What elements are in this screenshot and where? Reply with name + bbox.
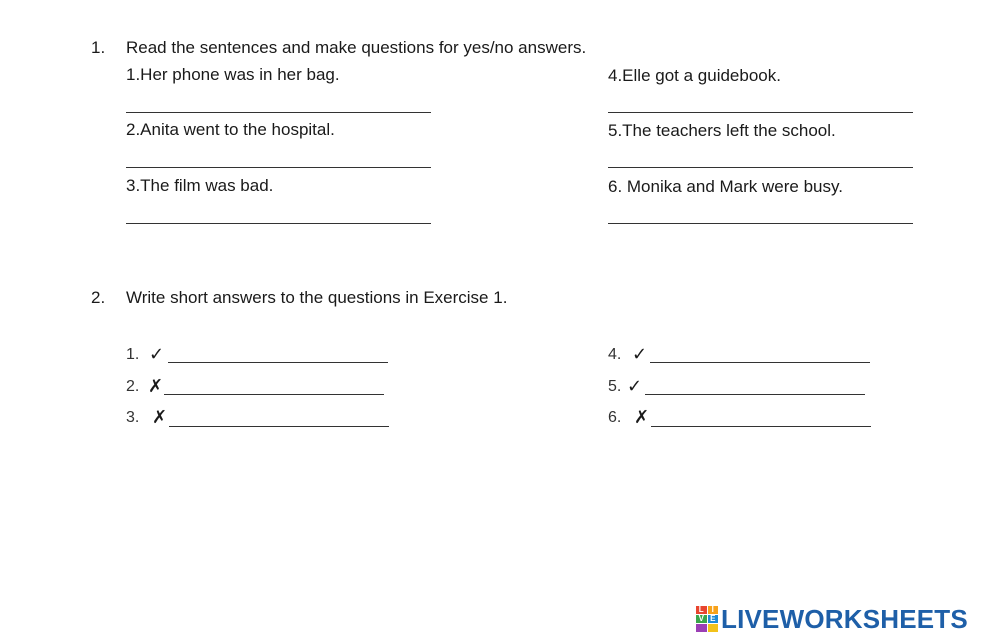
short-answer-num-4: 4.: [608, 346, 622, 363]
answer-line-2[interactable]: [126, 167, 431, 168]
answer-line-3[interactable]: [126, 223, 431, 224]
short-answer-line-4[interactable]: [650, 362, 870, 363]
short-answer-num-1: 1.: [126, 346, 140, 363]
logo-blocks-icon: [696, 606, 718, 632]
cross-icon: ✗: [634, 407, 650, 427]
answer-line-4[interactable]: [608, 112, 913, 113]
logo-text: LIVEWORKSHEETS: [721, 603, 968, 634]
exercise1-instruction: Read the sentences and make questions for yes/no answers.: [126, 38, 587, 57]
short-answer-num-5: 5.: [608, 378, 622, 395]
check-icon: ✓: [149, 344, 165, 364]
logo-block: V: [696, 615, 707, 623]
logo-block: I: [708, 606, 719, 614]
exercise1-number: 1.: [91, 38, 106, 57]
exercise2-instruction: Write short answers to the questions in Exercise 1.: [126, 288, 508, 307]
check-icon: ✓: [627, 376, 643, 396]
sentence-1: 1.Her phone was in her bag.: [126, 65, 340, 84]
short-answer-line-1[interactable]: [168, 362, 388, 363]
logo-block: [696, 624, 707, 632]
sentence-6: 6. Monika and Mark were busy.: [608, 177, 843, 196]
cross-icon: ✗: [152, 407, 168, 427]
short-answer-num-6: 6.: [608, 409, 622, 426]
short-answer-line-3[interactable]: [169, 426, 389, 427]
check-icon: ✓: [632, 344, 648, 364]
liveworksheets-logo: [696, 604, 968, 634]
short-answer-line-6[interactable]: [651, 426, 871, 427]
sentence-3: 3.The film was bad.: [126, 176, 274, 195]
sentence-5: 5.The teachers left the school.: [608, 121, 836, 140]
logo-block: E: [708, 615, 719, 623]
sentence-4: 4.Elle got a guidebook.: [608, 66, 781, 85]
answer-line-1[interactable]: [126, 112, 431, 113]
answer-line-5[interactable]: [608, 167, 913, 168]
short-answer-num-2: 2.: [126, 378, 140, 395]
logo-block: L: [696, 606, 707, 614]
logo-block: [708, 624, 719, 632]
answer-line-6[interactable]: [608, 223, 913, 224]
short-answer-line-5[interactable]: [645, 394, 865, 395]
short-answer-num-3: 3.: [126, 409, 140, 426]
short-answer-line-2[interactable]: [164, 394, 384, 395]
sentence-2: 2.Anita went to the hospital.: [126, 120, 335, 139]
exercise2-number: 2.: [91, 288, 106, 307]
cross-icon: ✗: [148, 376, 164, 396]
